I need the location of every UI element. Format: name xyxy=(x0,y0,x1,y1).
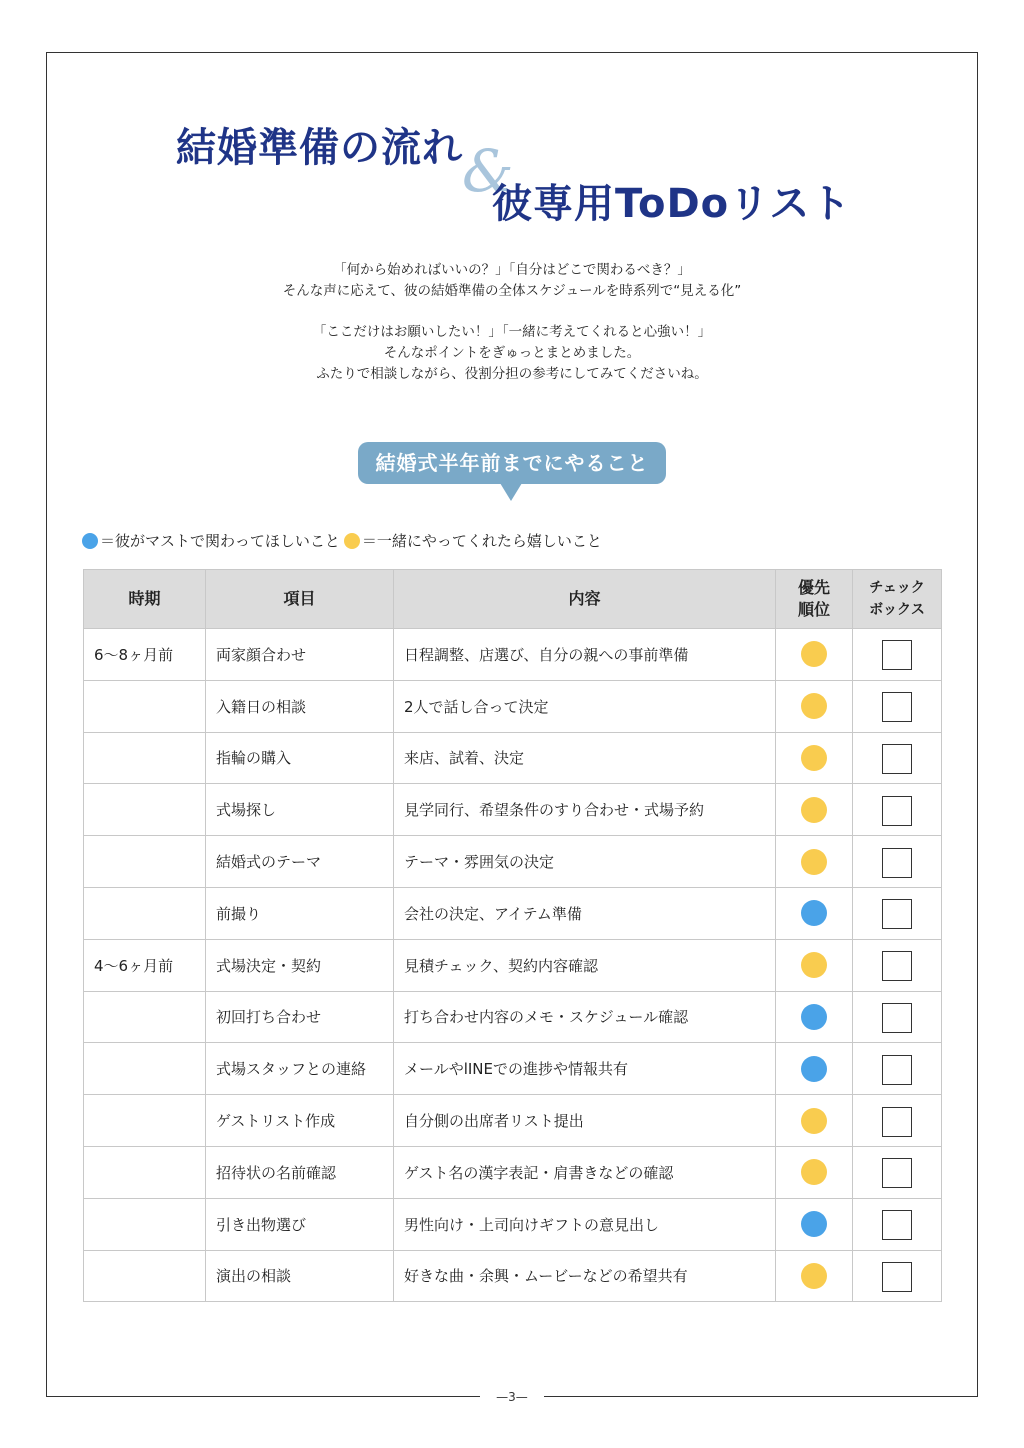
item-cell: 演出の相談 xyxy=(206,1250,394,1302)
blue-dot-icon xyxy=(801,900,827,926)
table-row xyxy=(84,680,942,732)
priority-cell xyxy=(776,680,853,732)
yellow-dot-icon xyxy=(801,797,827,823)
period-cell: 4〜6ヶ月前 xyxy=(84,939,206,991)
title-line-1: 結婚準備の流れ xyxy=(176,125,463,171)
checkbox[interactable] xyxy=(882,640,912,670)
priority-cell xyxy=(776,939,853,991)
priority-cell xyxy=(776,784,853,836)
period-cell xyxy=(84,991,206,1043)
item-cell: 式場決定・契約 xyxy=(206,939,394,991)
content-cell: 来店、試着、決定 xyxy=(394,732,776,784)
item-cell: 引き出物選び xyxy=(206,1198,394,1250)
item-cell: 結婚式のテーマ xyxy=(206,836,394,888)
table-header-row xyxy=(84,570,942,629)
table-row xyxy=(84,1043,942,1095)
item-cell: 式場スタッフとの連絡 xyxy=(206,1043,394,1095)
item-cell: 前撮り xyxy=(206,887,394,939)
priority-cell xyxy=(776,1146,853,1198)
priority-cell xyxy=(776,1095,853,1147)
yellow-dot-icon xyxy=(801,745,827,771)
checkbox-cell xyxy=(853,732,942,784)
checkbox-cell xyxy=(853,939,942,991)
blue-dot-icon xyxy=(801,1211,827,1237)
item-cell: ゲストリスト作成 xyxy=(206,1095,394,1147)
checkbox-cell xyxy=(853,991,942,1043)
content-cell: テーマ・雰囲気の決定 xyxy=(394,836,776,888)
content-cell: 見積チェック、契約内容確認 xyxy=(394,939,776,991)
header-content: 内容 xyxy=(394,570,776,629)
period-cell xyxy=(84,1250,206,1302)
checkbox[interactable] xyxy=(882,1158,912,1188)
period-cell xyxy=(84,732,206,784)
checkbox-cell xyxy=(853,680,942,732)
content-cell: 会社の決定、アイテム準備 xyxy=(394,887,776,939)
checkbox-cell xyxy=(853,1095,942,1147)
content-cell: メールやlINEでの進捗や情報共有 xyxy=(394,1043,776,1095)
ampersand-decoration: & xyxy=(462,137,514,205)
table-row xyxy=(84,939,942,991)
table-row xyxy=(84,991,942,1043)
period-cell xyxy=(84,784,206,836)
yellow-dot-icon xyxy=(801,641,827,667)
priority-legend xyxy=(82,531,602,551)
priority-cell xyxy=(776,1250,853,1302)
table-row xyxy=(84,1146,942,1198)
checkbox[interactable] xyxy=(882,1055,912,1085)
checkbox-cell xyxy=(853,1198,942,1250)
period-cell xyxy=(84,680,206,732)
content-cell: 打ち合わせ内容のメモ・スケジュール確認 xyxy=(394,991,776,1043)
priority-cell xyxy=(776,836,853,888)
intro-line: 「何から始めればいいの？」「自分はどこで関わるべき？」 xyxy=(333,262,691,278)
intro-line: ふたりで相談しながら、役割分担の参考にしてみてくださいね。 xyxy=(316,366,708,382)
yellow-dot-icon xyxy=(801,952,827,978)
checkbox[interactable] xyxy=(882,1210,912,1240)
table-row xyxy=(84,1198,942,1250)
content-cell: 自分側の出席者リスト提出 xyxy=(394,1095,776,1147)
priority-cell xyxy=(776,991,853,1043)
header-checkbox-line: チェック xyxy=(869,580,925,596)
content-cell: 2人で話し合って決定 xyxy=(394,680,776,732)
yellow-dot-icon xyxy=(801,693,827,719)
intro-text xyxy=(0,260,1024,385)
checkbox[interactable] xyxy=(882,796,912,826)
checkbox[interactable] xyxy=(882,899,912,929)
table-row xyxy=(84,836,942,888)
checkbox[interactable] xyxy=(882,1262,912,1292)
header-checkbox-line: ボックス xyxy=(869,602,925,618)
period-cell xyxy=(84,1043,206,1095)
intro-line: 「ここだけはお願いしたい！」「一緒に考えてくれると心強い！」 xyxy=(312,324,712,340)
content-cell: 男性向け・上司向けギフトの意見出し xyxy=(394,1198,776,1250)
period-cell xyxy=(84,836,206,888)
checkbox-cell xyxy=(853,1146,942,1198)
page-number: —3— xyxy=(480,1388,544,1406)
period-cell xyxy=(84,1146,206,1198)
table-row xyxy=(84,887,942,939)
intro-line: そんなポイントをぎゅっとまとめました。 xyxy=(383,345,641,361)
blue-dot-icon xyxy=(801,1004,827,1030)
content-cell: 見学同行、希望条件のすり合わせ・式場予約 xyxy=(394,784,776,836)
period-cell xyxy=(84,1198,206,1250)
yellow-dot-icon xyxy=(801,849,827,875)
header-priority-line: 優先 xyxy=(797,578,830,597)
checkbox[interactable] xyxy=(882,692,912,722)
intro-line: そんな声に応えて、彼の結婚準備の全体スケジュールを時系列で“見える化” xyxy=(282,283,742,299)
table-row xyxy=(84,1095,942,1147)
checkbox-cell xyxy=(853,887,942,939)
priority-cell xyxy=(776,887,853,939)
todo-table xyxy=(83,569,942,1302)
header-period: 時期 xyxy=(84,570,206,629)
yellow-dot-icon xyxy=(801,1159,827,1185)
section-heading-pointer xyxy=(500,483,522,501)
table-row xyxy=(84,732,942,784)
item-cell: 入籍日の相談 xyxy=(206,680,394,732)
table-row xyxy=(84,629,942,681)
item-cell: 両家顔合わせ xyxy=(206,629,394,681)
checkbox-cell xyxy=(853,784,942,836)
title-line-2: 彼専用ToDoリスト xyxy=(492,181,852,227)
blue-dot-icon xyxy=(82,533,98,549)
content-cell: 日程調整、店選び、自分の親への事前準備 xyxy=(394,629,776,681)
checkbox[interactable] xyxy=(882,951,912,981)
section-heading: 結婚式半年前までにやること xyxy=(358,442,666,484)
item-cell: 指輪の購入 xyxy=(206,732,394,784)
period-cell: 6〜8ヶ月前 xyxy=(84,629,206,681)
header-priority xyxy=(776,570,853,629)
yellow-dot-icon xyxy=(801,1263,827,1289)
priority-cell xyxy=(776,1043,853,1095)
blue-dot-icon xyxy=(801,1056,827,1082)
item-cell: 初回打ち合わせ xyxy=(206,991,394,1043)
yellow-dot-icon xyxy=(801,1108,827,1134)
yellow-dot-icon xyxy=(344,533,360,549)
legend-yellow-label: ＝一緒にやってくれたら嬉しいこと xyxy=(361,532,602,550)
legend-blue-label: ＝彼がマストで関わってほしいこと xyxy=(100,532,340,550)
checkbox-cell xyxy=(853,836,942,888)
checkbox[interactable] xyxy=(882,848,912,878)
content-cell: ゲスト名の漢字表記・肩書きなどの確認 xyxy=(394,1146,776,1198)
header-checkbox xyxy=(853,570,942,629)
period-cell xyxy=(84,887,206,939)
header-priority-line: 順位 xyxy=(797,600,830,619)
table-row xyxy=(84,1250,942,1302)
item-cell: 招待状の名前確認 xyxy=(206,1146,394,1198)
header-item: 項目 xyxy=(206,570,394,629)
checkbox-cell xyxy=(853,629,942,681)
period-cell xyxy=(84,1095,206,1147)
priority-cell xyxy=(776,629,853,681)
checkbox[interactable] xyxy=(882,1003,912,1033)
checkbox-cell xyxy=(853,1250,942,1302)
content-cell: 好きな曲・余興・ムービーなどの希望共有 xyxy=(394,1250,776,1302)
checkbox[interactable] xyxy=(882,1107,912,1137)
checkbox-cell xyxy=(853,1043,942,1095)
priority-cell xyxy=(776,732,853,784)
item-cell: 式場探し xyxy=(206,784,394,836)
table-row xyxy=(84,784,942,836)
checkbox[interactable] xyxy=(882,744,912,774)
priority-cell xyxy=(776,1198,853,1250)
